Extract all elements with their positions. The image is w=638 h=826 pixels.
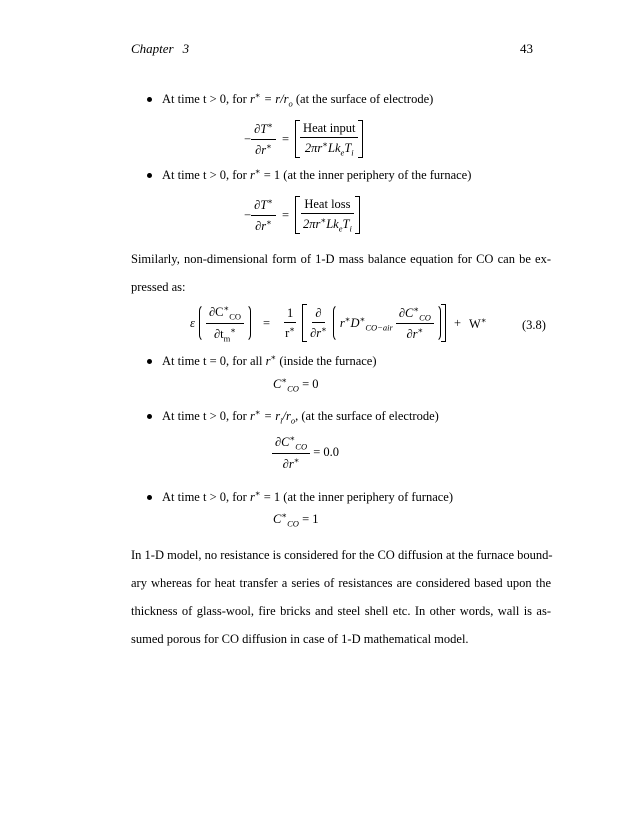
paragraph-model-line-4: sumed porous for CO diffusion in case of 1-D mathematical model. xyxy=(131,632,469,646)
paragraph-mass-balance-line-2: pressed as: xyxy=(131,280,186,294)
bullet-condition-2: At time t > 0, for r∗ = 1 (at the inner periphery of the furnace) xyxy=(147,166,471,183)
page-number: 43 xyxy=(520,41,533,56)
bullet-condition-3: At time t = 0, for all r∗ (inside the furnace) xyxy=(147,352,377,369)
bullet-condition-1: At time t > 0, for $r^∗ = r/r_o$ (at the surface of electrode) xyxy=(147,90,433,109)
bullet-icon xyxy=(147,173,152,178)
condition-co-one: $C^∗_{CO}$ = 1 xyxy=(273,510,319,529)
equation-heat-input: − $\frac{\partial T^∗}{\partial r^∗}$ = $\frac{\text{Heat input}}{2\pi r^∗Lk_eT_i}$ xyxy=(244,120,363,158)
equation-3-8: ε $\frac{\partial C^∗_{CO}}{\partial t_m^∗}$ = $\frac{1}{r^∗}$ $\frac{\partial}{\partial r^∗}$ $r^∗D^∗_{CO-air}$ $\frac{\partial C^∗_{CO}}{\partial r^∗}$ + W∗ xyxy=(190,303,487,344)
bullet-icon xyxy=(147,359,152,364)
chapter-label: Chapter xyxy=(131,41,174,56)
condition-co-zero: $C^∗_{CO}$ = 0 xyxy=(273,375,319,394)
paragraph-model-line-2: ary whereas for heat transfer a series of resistances are considered based upon the xyxy=(131,576,551,590)
paragraph-model-line-1: In 1-D model, no resistance is considered for the CO diffusion at the furnace bound- xyxy=(131,548,553,562)
bullet-icon xyxy=(147,414,152,419)
paragraph-mass-balance-line-1: Similarly, non-dimensional form of 1-D mass balance equation for CO can be ex- xyxy=(131,252,551,266)
chapter-number: 3 xyxy=(182,41,190,56)
bullet-icon xyxy=(147,495,152,500)
equation-number: (3.8) xyxy=(522,318,546,332)
chapter-header xyxy=(131,41,189,57)
bullet-condition-4: At time t > 0, for $r^∗ = r_i/r_o$, (at the surface of electrode) xyxy=(147,407,439,426)
paragraph-model-line-3: thickness of glass-wool, fire bricks and steel shell etc. In other words, wall is as- xyxy=(131,604,551,618)
condition-co-gradient: $\frac{\partial C^∗_{CO}}{\partial r^∗}$ = 0.0 xyxy=(272,433,339,472)
bullet-icon xyxy=(147,97,152,102)
equation-heat-loss: − $\frac{\partial T^∗}{\partial r^∗}$ = $\frac{\text{Heat loss}}{2\pi r^∗Lk_eT_i}$ xyxy=(244,196,360,234)
bullet-condition-5: At time t > 0, for r∗ = 1 (at the inner periphery of furnace) xyxy=(147,488,453,505)
